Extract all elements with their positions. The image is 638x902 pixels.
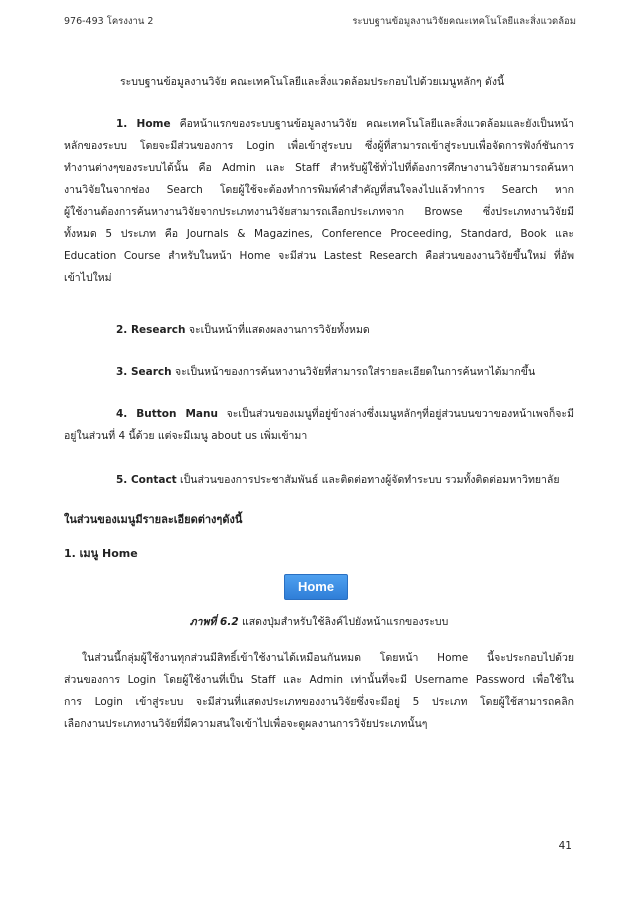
closing-line: เลือกงานประเภทงานวิจัยที่มีความสนใจเข้าไปเพื่อจะดูผลงานการวิจัยประเภทนั้นๆ bbox=[64, 718, 428, 730]
item-research-paragraph bbox=[64, 319, 574, 341]
closing-line: การ Login เข้าสู่ระบบ จะมีส่วนที่แสดงประเภทของงานวิจัยซึ่งจะมีอยู่ 5 ประเภท โดยผู้ใช้สามารถคลิก bbox=[64, 696, 574, 708]
item-button-menu-title: 4. Button Manu bbox=[116, 408, 218, 420]
item-home-line: หลักของระบบ โดยจะมีส่วนของการ Login เพื่อเข้าสู่ระบบ ซึ่งผู้ที่สามารถเข้าสู่ระบบเพื่อจัดการฟังก์ชันการ bbox=[64, 140, 574, 152]
intro-paragraph bbox=[64, 71, 574, 93]
item-home-line: ทั้งหมด 5 ประเภท คือ Journals & Magazines, Conference Proceeding, Standard, Book และ bbox=[64, 228, 574, 240]
intro-text: ระบบฐานข้อมูลงานวิจัย คณะเทคโนโลยีและสิ่งแวดล้อมประกอบไปด้วยเมนูหลักๆ ดังนี้ bbox=[120, 76, 505, 88]
section-heading: ในส่วนของเมนูมีรายละเอียดต่างๆดังนี้ bbox=[64, 513, 243, 526]
item-contact-paragraph bbox=[64, 469, 574, 491]
item-home-paragraph bbox=[64, 113, 574, 289]
page-number: 41 bbox=[558, 840, 572, 852]
item-home-line: Education Course สำหรับในหน้า Home จะมีส่วน Lastest Research คือส่วนของงานวิจัยขึ้นใหม่ ที่อัพ bbox=[64, 250, 574, 262]
item-research-title: 2. Research bbox=[116, 324, 186, 336]
item-contact-title: 5. Contact bbox=[116, 474, 177, 486]
item-search-text: จะเป็นหน้าของการค้นหางานวิจัยที่สามารถใส่รายละเอียดในการค้นหาได้มากขึ้น bbox=[174, 366, 536, 378]
figure-label: ภาพที่ 6.2 bbox=[189, 616, 239, 628]
closing-paragraph bbox=[64, 647, 574, 735]
closing-line: ส่วนของการ Login โดยผู้ใช้งานที่เป็น Staff และ Admin เท่านั้นที่จะมี Username Password เพื่อใช้ใน bbox=[64, 674, 574, 686]
item-button-menu-paragraph bbox=[64, 403, 574, 447]
item-search-title: 3. Search bbox=[116, 366, 172, 378]
item-button-menu-line: จะเป็นส่วนของเมนูที่อยู่ข้างล่างซึ่งเมนูหลักๆที่อยู่ส่วนบนขวาของหน้าเพจก็จะมี bbox=[226, 408, 574, 420]
item-home-line: ผู้ใช้งานต้องการค้นหางานวิจัยจากประเภทงานวิจัยสามารถเลือกประเภทจาก Browse ซึ่งประเภทงานวิจัยมี bbox=[64, 206, 574, 218]
figure-caption-text: แสดงปุ่มสำหรับใช้ลิงค์ไปยังหน้าแรกของระบบ bbox=[241, 616, 449, 628]
item-button-menu-line: อยู่ในส่วนที่ 4 นี้ด้วย แต่จะมีเมนู about us เพิ่มเข้ามา bbox=[64, 430, 308, 442]
item-home-title: 1. Home bbox=[116, 118, 171, 130]
item-contact-text: เป็นส่วนของการประชาสัมพันธ์ และติดต่อทางผู้จัดทำระบบ รวมทั้งติดต่อมหาวิทยาลัย bbox=[180, 474, 560, 486]
item-search-paragraph bbox=[64, 361, 574, 383]
header-project-code: 976-493 โครงงาน 2 bbox=[64, 16, 154, 27]
item-home-line: ทำงานต่างๆของระบบได้นั้น คือ Admin และ Staff สำหรับผู้ใช้ทั่วไปที่ต้องการศึกษางานวิจัยสามารถค้นหา bbox=[64, 162, 574, 174]
subheading-home-menu: 1. เมนู Home bbox=[64, 547, 138, 560]
item-home-line: คือหน้าแรกของระบบฐานข้อมูลงานวิจัย คณะเทคโนโลยีและสิ่งแวดล้อมและยังเป็นหน้า bbox=[179, 118, 574, 130]
item-research-text: จะเป็นหน้าที่แสดงผลงานการวิจัยทั้งหมด bbox=[188, 324, 370, 336]
home-button-image: Home bbox=[284, 574, 348, 600]
header-title: ระบบฐานข้อมูลงานวิจัยคณะเทคโนโลยีและสิ่งแวดล้อม bbox=[352, 16, 576, 27]
closing-line: ในส่วนนี้กลุ่มผู้ใช้งานทุกส่วนมีสิทธิ์เข้าใช้งานได้เหมือนกันหมด โดยหน้า Home นี้จะประกอบไปด้วย bbox=[82, 652, 574, 664]
item-home-line: งานวิจัยในจากช่อง Search โดยผู้ใช้จะต้องทำการพิมพ์คำสำคัญที่สนใจลงไปแล้วทำการ Search หาก bbox=[64, 184, 574, 196]
figure-caption bbox=[0, 613, 638, 630]
item-home-line: เข้าไปใหม่ bbox=[64, 272, 112, 284]
